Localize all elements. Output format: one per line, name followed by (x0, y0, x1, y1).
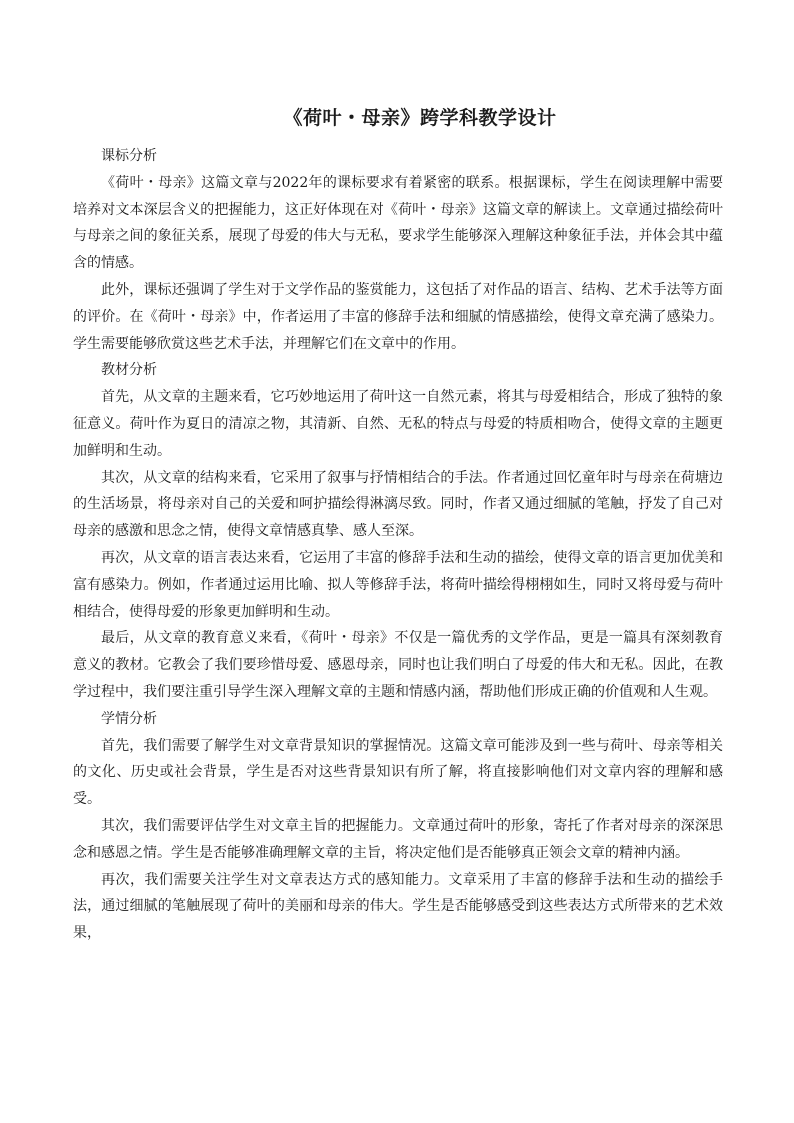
document-body (73, 143, 723, 947)
paragraph: 首先，从文章的主题来看，它巧妙地运用了荷叶这一自然元素，将其与母爱相结合，形成了独特的象征意义。荷叶作为夏日的清凉之物，其清新、自然、无私的特点与母爱的特质相吻合，使得文章的主题更加鲜明和生动。 (73, 389, 723, 459)
section-textbook-analysis (73, 357, 723, 705)
document-title: 《荷叶・母亲》跨学科教学设计 (283, 107, 557, 129)
paragraph: 再次，我们需要关注学生对文章表达方式的感知能力。文章采用了丰富的修辞手法和生动的描绘手法，通过细腻的笔触展现了荷叶的美丽和母亲的伟大。学生是否能够感受到这些表达方式所带来的艺术效果， (73, 871, 723, 942)
section-curriculum-standard-analysis (73, 143, 723, 357)
paragraph: 此外，课标还强调了学生对于文学作品的鉴赏能力，这包括了对作品的语言、结构、艺术手法等方面的评价。在《荷叶・母亲》中，作者运用了丰富的修辞手法和细腻的情感描绘，使得文章充满了感染力。学生需要能够欣赏这些艺术手法，并理解它们在文章中的作用。 (73, 281, 723, 352)
paragraph: 首先，我们需要了解学生对文章背景知识的掌握情况。这篇文章可能涉及到一些与荷叶、母亲等相关的文化、历史或社会背景，学生是否对这些背景知识有所了解，将直接影响他们对文章内容的理解和感受。 (73, 737, 723, 808)
section-heading: 学情分析 (101, 710, 157, 727)
section-heading: 教材分析 (101, 362, 157, 379)
paragraph: 《荷叶・母亲》这篇文章与2022年的课标要求有着紧密的联系。根据课标，学生在阅读理解中需要培养对文本深层含义的把握能力，这正好体现在对《荷叶・母亲》这篇文章的解读上。文章通过描绘荷叶与母亲之间的象征关系，展现了母爱的伟大与无私，要求学生能够深入理解这种象征手法，并体会其中蕴含的情感。 (73, 174, 723, 272)
paragraph: 其次，我们需要评估学生对文章主旨的把握能力。文章通过荷叶的形象，寄托了作者对母亲的深深思念和感恩之情。学生是否能够准确理解文章的主旨，将决定他们是否能够真正领会文章的精神内涵。 (73, 817, 723, 861)
section-learner-analysis (73, 706, 723, 947)
paragraph: 再次，从文章的语言表达来看，它运用了丰富的修辞手法和生动的描绘，使得文章的语言更加优美和富有感染力。例如，作者通过运用比喻、拟人等修辞手法，将荷叶描绘得栩栩如生，同时又将母爱与荷叶相结合，使得母爱的形象更加鲜明和生动。 (73, 549, 723, 620)
section-heading: 课标分析 (101, 148, 157, 164)
paragraph: 最后，从文章的教育意义来看，《荷叶・母亲》不仅是一篇优秀的文学作品，更是一篇具有深刻教育意义的教材。它教会了我们要珍惜母爱、感恩母亲，同时也让我们明白了母爱的伟大和无私。因此，在教学过程中，我们要注重引导学生深入理解文章的主题和情感内涵，帮助他们形成正确的价值观和人生观。 (73, 630, 723, 700)
paragraph: 其次，从文章的结构来看，它采用了叙事与抒情相结合的手法。作者通过回忆童年时与母亲在荷塘边的生活场景，将母亲对自己的关爱和呵护描绘得淋漓尽致。同时，作者又通过细腻的笔触，抒发了自己对母亲的感激和思念之情，使得文章情感真挚、感人至深。 (73, 469, 723, 540)
